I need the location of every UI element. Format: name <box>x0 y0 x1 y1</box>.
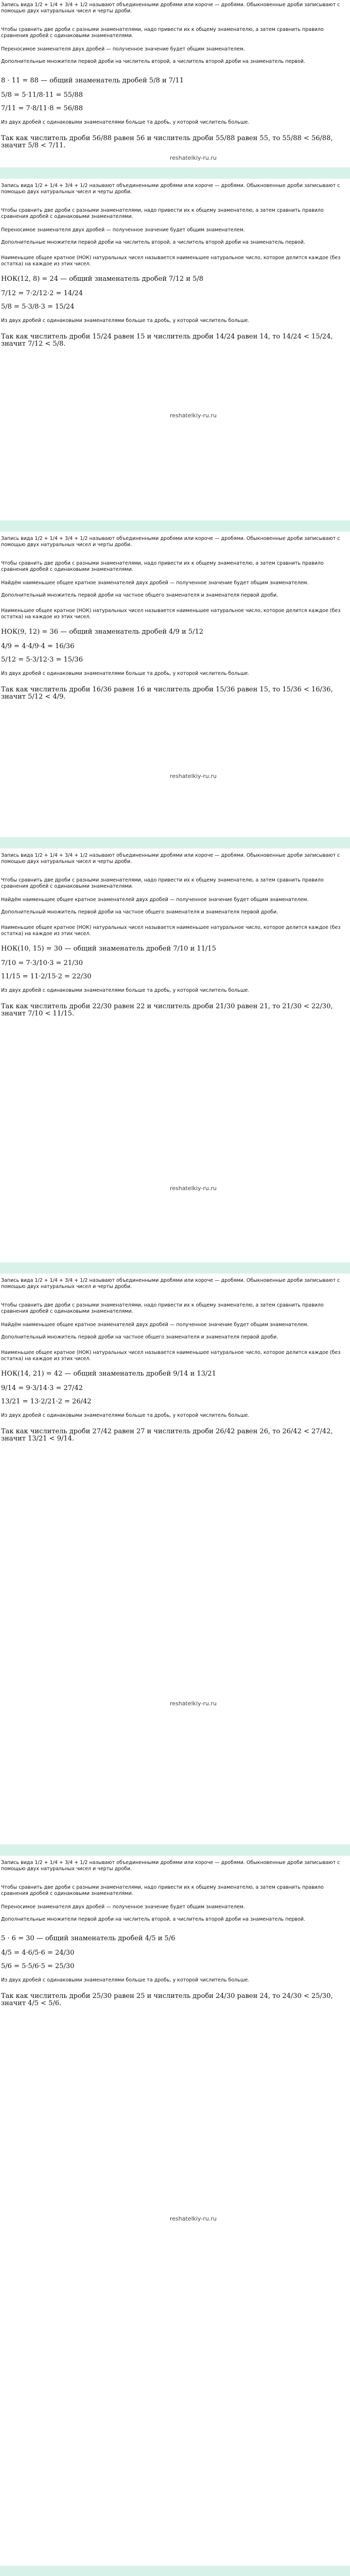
method-paragraph: Чтобы сравнить две дроби с разными знаменателями, надо привести их к общему знаменателю, а затем сравнить правило сравнения дробей с одинаковыми знаменателями. <box>1 1302 324 1314</box>
intro-paragraph: Запись вида 1/2 + 1/4 + 3/4 + 1/2 называют объединенными дробями или короче — дробями. Обыкновенные дроби записывают с помощью двух натуральных чисел и черты дроби. <box>1 853 340 865</box>
separator-band <box>0 1844 350 1856</box>
watermark-text: reshatelkiy-ru.ru <box>170 412 217 419</box>
intro-paragraph: Запись вида 1/2 + 1/4 + 3/4 + 1/2 называют объединенными дробями или короче — дробями. Обыкновенные дроби записывают с помощью двух натуральных чисел и черты дроби. <box>1 183 340 195</box>
rule-paragraph: Из двух дробей с одинаковыми знаменателями больше та дробь, у которой числитель больше. <box>1 671 250 676</box>
rule-paragraph: Из двух дробей с одинаковыми знаменателями больше та дробь, у которой числитель больше. <box>1 1977 250 1983</box>
rule-paragraph: Из двух дробей с одинаковыми знаменателями больше та дробь, у которой числитель больше. <box>1 1413 250 1418</box>
conclusion-math: Так как числитель дроби 25/30 равен 25 и числитель дроби 24/30 равен 24, то 24/30 < 25/30, значит 4/5 < 5/6. <box>1 1992 333 2007</box>
step-1-item: Найдём наименьшее общее кратное знаменателей двух дробей — полученное значение будет общим знаменателем. <box>1 897 309 903</box>
fraction-conversion-1: 7/12 = 7·2/12·2 = 14/24 <box>1 290 83 297</box>
fraction-conversion-2: 7/11 = 7·8/11·8 = 56/88 <box>1 105 83 112</box>
rule-paragraph: Из двух дробей с одинаковыми знаменателями больше та дробь, у которой числитель больше. <box>1 318 250 324</box>
step-2-item: Дополнительный множитель первой дроби на частное общего знаменателя и знаменателя первой дроби. <box>1 1334 278 1340</box>
fraction-conversion-1: 5/8 = 5·11/8·11 = 55/88 <box>1 91 83 99</box>
common-denominator-math: 5 · 6 = 30 — общий знаменатель дробей 4/5 и 5/6 <box>1 1935 176 1942</box>
watermark-text: reshatelkiy-ru.ru <box>170 155 217 161</box>
intro-paragraph: Запись вида 1/2 + 1/4 + 3/4 + 1/2 называют объединенными дробями или короче — дробями. Обыкновенные дроби записывают с помощью двух натуральных чисел и черты дроби. <box>1 536 340 548</box>
common-denominator-math: НОК(9, 12) = 36 — общий знаменатель дробей 4/9 и 5/12 <box>1 628 204 636</box>
fraction-conversion-2: 13/21 = 13·2/21·2 = 26/42 <box>1 1398 92 1405</box>
step-1-item: Переносимое знаменателя двух дробей — полученное значение будет общим знаменателем. <box>1 1904 245 1910</box>
intro-paragraph: Запись вида 1/2 + 1/4 + 3/4 + 1/2 называют объединенными дробями или короче — дробями. Обыкновенные дроби записывают с помощью двух натуральных чисел и черты дроби. <box>1 1278 340 1290</box>
rule-paragraph: Из двух дробей с одинаковыми знаменателями больше та дробь, у которой числитель больше. <box>1 988 250 993</box>
fraction-conversion-1: 4/5 = 4·6/5·6 = 24/30 <box>1 1949 75 1957</box>
lcm-definition: Наименьшее общее кратное (НОК) натуральных чисел называется наименьшее натуральное число, которое делится каждое (без остатка) на каждое из этих чисел. <box>1 1350 341 1362</box>
lcm-definition: Наименьшее общее кратное (НОК) натуральных чисел называется наименьшее натуральное число, которое делится каждое (без остатка) на каждое из этих чисел. <box>1 925 341 937</box>
rule-paragraph: Из двух дробей с одинаковыми знаменателями больше та дробь, у которой числитель больше. <box>1 120 250 125</box>
watermark-text: reshatelkiy-ru.ru <box>170 2215 217 2222</box>
separator-band <box>0 1262 350 1274</box>
fraction-conversion-2: 5/8 = 5·3/8·3 = 15/24 <box>1 303 75 311</box>
step-2-item: Дополнительные множители первой дроби на числитель второй, а числитель второй дроби на знаменатель первой. <box>1 59 305 64</box>
step-2-item: Дополнительный множитель первой дроби на частное общего знаменателя и знаменателя первой дроби. <box>1 592 278 598</box>
step-1-item: Найдём наименьшее общее кратное знаменателей двух дробей — полученное значение будет общим знаменателем. <box>1 580 309 586</box>
conclusion-math: Так как числитель дроби 22/30 равен 22 и числитель дроби 21/30 равен 21, то 21/30 < 22/30, значит 7/10 < 11/15. <box>1 1003 333 1018</box>
step-1-item: Переносимое знаменателя двух дробей — полученное значение будет общим знаменателем. <box>1 46 245 52</box>
method-paragraph: Чтобы сравнить две дроби с разными знаменателями, надо привести их к общему знаменателю, а затем сравнить правило сравнения дробей с одинаковыми знаменателями. <box>1 877 324 889</box>
fraction-conversion-2: 5/12 = 5·3/12·3 = 15/36 <box>1 656 83 664</box>
step-2-item: Дополнительный множитель первой дроби на частное общего знаменателя и знаменателя первой дроби. <box>1 909 278 915</box>
separator-band <box>0 837 350 849</box>
intro-paragraph: Запись вида 1/2 + 1/4 + 3/4 + 1/2 называют объединенными дробями или короче — дробями. Обыкновенные дроби записывают с помощью двух натуральных чисел и черты дроби. <box>1 1860 340 1872</box>
method-paragraph: Чтобы сравнить две дроби с разными знаменателями, надо привести их к общему знаменателю, а затем сравнить правило сравнения дробей с одинаковыми знаменателями. <box>1 1885 324 1896</box>
conclusion-math: Так как числитель дроби 15/24 равен 15 и числитель дроби 14/24 равен 14, то 14/24 < 15/24, значит 7/12 < 5/8. <box>1 333 333 348</box>
fraction-conversion-2: 5/6 = 5·5/6·5 = 25/30 <box>1 1962 75 1970</box>
fraction-conversion-1: 9/14 = 9·3/14·3 = 27/42 <box>1 1384 83 1392</box>
watermark-text: reshatelkiy-ru.ru <box>170 1185 217 1192</box>
separator-band <box>0 167 350 179</box>
lcm-definition: Наименьшее общее кратное (НОК) натуральных чисел называется наименьшее натуральное число, которое делится каждое (без остатка) на каждое из этих чисел. <box>1 608 341 620</box>
common-denominator-math: 8 · 11 = 88 — общий знаменатель дробей 5/8 и 7/11 <box>1 77 184 84</box>
method-paragraph: Чтобы сравнить две дроби с разными знаменателями, надо привести их к общему знаменателю, а затем сравнить правило сравнения дробей с одинаковыми знаменателями. <box>1 27 324 39</box>
watermark-text: reshatelkiy-ru.ru <box>170 773 217 779</box>
watermark-text: reshatelkiy-ru.ru <box>170 1700 217 1707</box>
common-denominator-math: НОК(14, 21) = 42 — общий знаменатель дробей 9/14 и 13/21 <box>1 1370 216 1378</box>
step-2-item: Дополнительные множители первой дроби на числитель второй, а числитель второй дроби на знаменатель первой. <box>1 1917 305 1922</box>
separator-band <box>0 520 350 532</box>
conclusion-math: Так как числитель дроби 16/36 равен 16 и числитель дроби 15/36 равен 15, то 15/36 < 16/36, значит 5/12 < 4/9. <box>1 686 333 701</box>
fraction-conversion-2: 11/15 = 11·2/15·2 = 22/30 <box>1 973 92 980</box>
separator-band <box>0 2566 350 2576</box>
conclusion-math: Так как числитель дроби 56/88 равен 56 и числитель дроби 55/88 равен 55, то 55/88 < 56/88, значит 5/8 < 7/11. <box>1 134 333 149</box>
step-2-item: Дополнительные множители первой дроби на числитель второй, а числитель второй дроби на знаменатель первой. <box>1 240 305 245</box>
method-paragraph: Чтобы сравнить две дроби с разными знаменателями, надо привести их к общему знаменателю, а затем сравнить правило сравнения дробей с одинаковыми знаменателями. <box>1 208 324 219</box>
method-paragraph: Чтобы сравнить две дроби с разными знаменателями, надо привести их к общему знаменателю, а затем сравнить правило сравнения дробей с одинаковыми знаменателями. <box>1 561 324 572</box>
step-1-item: Найдём наименьшее общее кратное знаменателей двух дробей — полученное значение будет общим знаменателем. <box>1 1322 309 1328</box>
common-denominator-math: НОК(12, 8) = 24 — общий знаменатель дробей 7/12 и 5/8 <box>1 275 204 283</box>
fraction-conversion-1: 4/9 = 4·4/9·4 = 16/36 <box>1 642 75 650</box>
fraction-conversion-1: 7/10 = 7·3/10·3 = 21/30 <box>1 959 83 967</box>
intro-paragraph: Запись вида 1/2 + 1/4 + 3/4 + 1/2 называют объединенными дробями или короче — дробями. Обыкновенные дроби записывают с помощью двух натуральных чисел и черты дроби. <box>1 2 340 14</box>
common-denominator-math: НОК(10, 15) = 30 — общий знаменатель дробей 7/10 и 11/15 <box>1 945 216 953</box>
step-1-item: Переносимое знаменателя двух дробей — полученное значение будет общим знаменателем. <box>1 227 245 233</box>
lcm-definition: Наименьшее общее кратное (НОК) натуральных чисел называется наименьшее натуральное число, которое делится каждое (без остатка) на каждое из этих чисел. <box>1 255 341 267</box>
conclusion-math: Так как числитель дроби 27/42 равен 27 и числитель дроби 26/42 равен 26, то 26/42 < 27/42, значит 13/21 < 9/14. <box>1 1428 333 1443</box>
